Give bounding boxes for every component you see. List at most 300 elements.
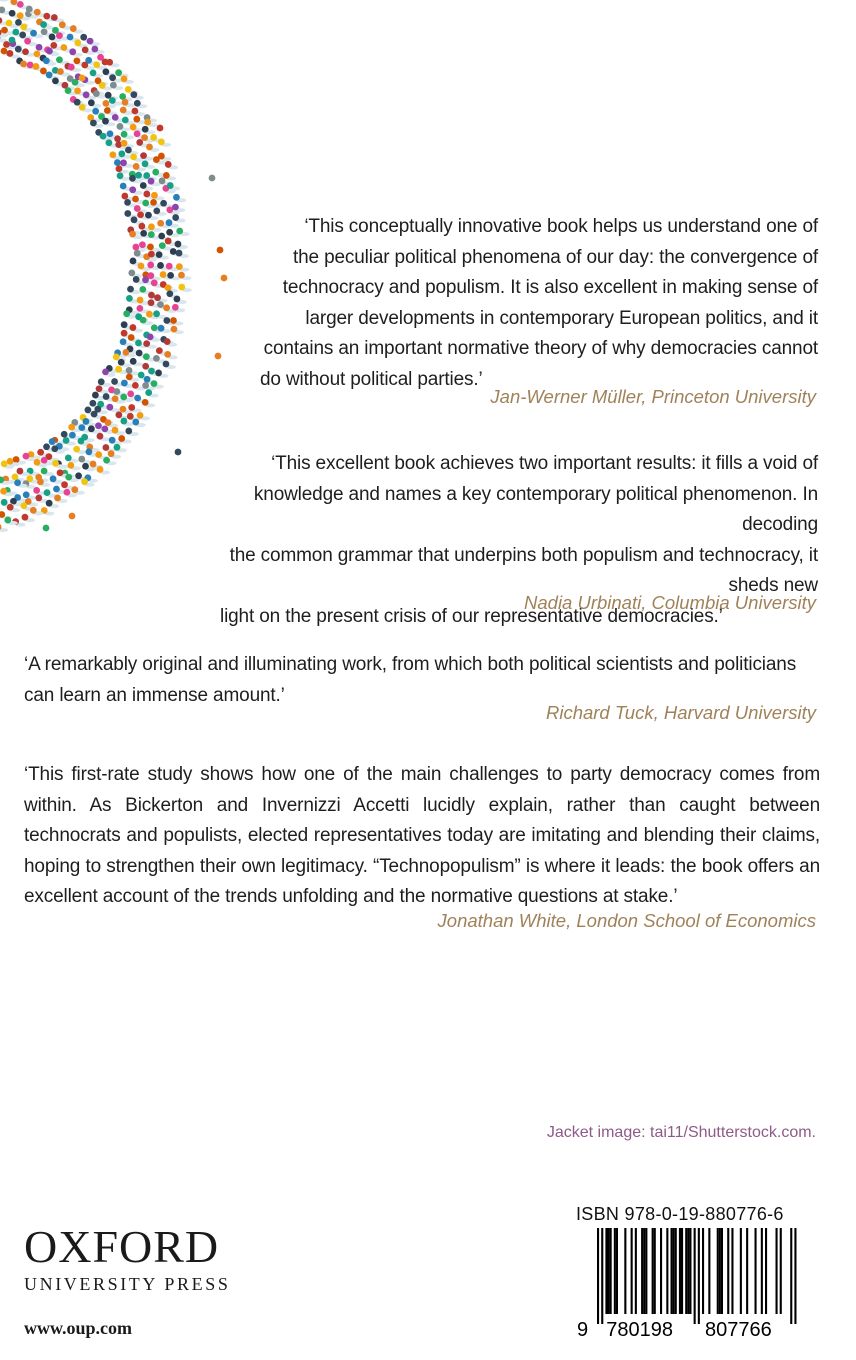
crowd-person <box>98 378 105 385</box>
barcode-bar <box>761 1228 763 1314</box>
crowd-person <box>170 317 177 324</box>
crowd-person <box>150 199 157 206</box>
barcode-bar <box>614 1228 616 1314</box>
crowd-person <box>166 229 173 236</box>
crowd-person <box>153 207 160 214</box>
crowd-person <box>63 437 70 444</box>
crowd-person <box>87 38 94 45</box>
crowd-person <box>112 395 119 402</box>
crowd-person <box>33 63 40 70</box>
barcode-bar <box>698 1228 700 1324</box>
crowd-person <box>35 495 42 502</box>
crowd-person <box>105 419 112 426</box>
crowd-person <box>12 473 19 480</box>
crowd-person <box>157 262 164 269</box>
crowd-person <box>74 99 81 106</box>
crowd-person <box>164 351 171 358</box>
crowd-person <box>172 214 179 221</box>
crowd-person <box>147 243 154 250</box>
crowd-person <box>26 6 33 13</box>
crowd-person <box>107 130 114 137</box>
attribution-white: Jonathan White, London School of Economics <box>437 910 816 931</box>
barcode-bar <box>740 1228 742 1314</box>
crowd-person <box>143 353 150 360</box>
crowd-person <box>9 10 16 17</box>
crowd-person <box>61 481 68 488</box>
crowd-person <box>125 147 132 154</box>
crowd-person <box>102 59 109 66</box>
crowd-person <box>158 233 165 240</box>
crowd-person <box>67 34 74 41</box>
barcode-bar <box>731 1228 733 1314</box>
barcode-bar <box>675 1228 677 1314</box>
crowd-person <box>102 68 109 75</box>
crowd-person <box>163 361 170 368</box>
crowd-person <box>209 175 216 182</box>
crowd-person <box>158 153 165 160</box>
crowd-person <box>121 380 128 387</box>
crowd-person <box>90 120 97 127</box>
crowd-person <box>142 126 149 133</box>
crowd-person <box>120 159 127 166</box>
crowd-person <box>22 514 29 521</box>
crowd-person <box>152 169 159 176</box>
crowd-person <box>130 124 137 131</box>
crowd-person <box>126 373 133 380</box>
barcode-bar <box>708 1228 710 1314</box>
crowd-person <box>175 241 182 248</box>
crowd-person <box>132 196 139 203</box>
barcode-bar <box>605 1228 607 1314</box>
crowd-person <box>157 301 164 308</box>
crowd-person <box>134 205 141 212</box>
crowd-person <box>43 57 50 64</box>
crowd-person <box>114 444 121 451</box>
barcode-bar <box>719 1228 721 1314</box>
barcode-digits: 9 <box>577 1319 589 1338</box>
crowd-person <box>118 435 125 442</box>
crowd-person <box>46 48 53 55</box>
crowd-person <box>132 382 139 389</box>
crowd-person <box>144 119 151 126</box>
crowd-person <box>85 57 92 64</box>
barcode-bar <box>654 1228 656 1314</box>
crowd-person <box>140 182 147 189</box>
barcode-bar <box>660 1228 662 1314</box>
crowd-person <box>90 461 97 468</box>
crowd-person <box>88 99 95 106</box>
crowd-person <box>158 138 165 145</box>
crowd-person <box>120 394 127 401</box>
crowd-person <box>116 165 123 172</box>
quote-line: the peculiar political phenomena of our day: the convergence of <box>292 246 818 268</box>
crowd-person <box>148 299 155 306</box>
crowd-person <box>82 463 89 470</box>
crowd-person <box>1 499 8 506</box>
crowd-person <box>131 216 138 223</box>
crowd-person <box>114 159 121 166</box>
crowd-person <box>166 219 173 226</box>
crowd-person <box>37 449 44 456</box>
crowd-person <box>120 406 127 413</box>
crowd-person <box>56 56 63 63</box>
crowd-person <box>93 90 100 97</box>
crowd-person <box>109 437 116 444</box>
crowd-person <box>130 91 137 98</box>
crowd-person <box>81 478 88 485</box>
crowd-person <box>178 272 185 279</box>
crowd-person <box>112 114 119 121</box>
crowd-person <box>20 61 27 68</box>
crowd-person <box>110 82 117 89</box>
crowd-person <box>50 42 57 49</box>
crowd-person <box>15 19 22 26</box>
barcode-bar <box>641 1228 643 1314</box>
crowd-person <box>217 247 224 254</box>
crowd-person <box>65 455 72 462</box>
crowd-person <box>151 280 158 287</box>
crowd-person <box>132 108 139 115</box>
crowd-person <box>46 500 53 507</box>
endorsement-muller <box>258 212 818 395</box>
crowd-person <box>34 9 41 16</box>
crowd-person <box>129 175 136 182</box>
crowd-person <box>97 433 104 440</box>
crowd-person <box>156 251 163 258</box>
crowd-person <box>51 445 58 452</box>
crowd-person <box>121 131 128 138</box>
crowd-person <box>92 108 99 115</box>
crowd-person <box>135 172 142 179</box>
crowd-person <box>153 355 160 362</box>
crowd-person <box>143 191 150 198</box>
crowd-person <box>112 427 119 434</box>
crowd-person <box>146 144 153 151</box>
crowd-person <box>106 404 113 411</box>
crowd-person <box>105 139 112 146</box>
crowd-person <box>82 46 89 53</box>
crowd-person <box>115 69 122 76</box>
quote-line: larger developments in contemporary European politics, and it <box>305 307 818 329</box>
crowd-person <box>136 139 143 146</box>
crowd-person <box>157 220 164 227</box>
crowd-person <box>145 212 152 219</box>
crowd-person <box>137 297 144 304</box>
crowd-person <box>160 271 167 278</box>
crowd-person <box>113 388 120 395</box>
barcode-digits: 807766 <box>705 1319 772 1338</box>
quote-line: contains an important normative theory of why democracies cannot <box>263 338 818 359</box>
isbn-barcode <box>575 1228 815 1338</box>
crowd-person <box>128 404 135 411</box>
crowd-person <box>134 250 141 257</box>
crowd-person <box>122 117 129 124</box>
crowd-person <box>36 44 43 51</box>
crowd-person <box>126 367 133 374</box>
crowd-person <box>1 460 8 467</box>
crowd-person <box>146 311 153 318</box>
barcode-bar <box>685 1228 687 1314</box>
crowd-person <box>151 192 158 199</box>
crowd-person <box>142 363 149 370</box>
crowd-person <box>166 263 173 270</box>
crowd-person <box>140 317 147 324</box>
crowd-person <box>117 172 124 179</box>
crowd-person <box>49 438 56 445</box>
crowd-person <box>121 140 128 147</box>
crowd-person <box>125 86 132 93</box>
crowd-person <box>156 347 163 354</box>
crowd-person <box>68 64 75 71</box>
crowd-person <box>148 251 155 258</box>
barcode-bar <box>616 1228 618 1314</box>
crowd-person <box>175 449 182 456</box>
crowd-person <box>41 457 48 464</box>
crowd-person <box>13 456 20 463</box>
crowd-person <box>1 27 8 34</box>
crowd-person <box>148 223 155 230</box>
quote-line: ‘This conceptually innovative book helps us understand one of <box>304 216 818 237</box>
crowd-person <box>134 130 141 137</box>
crowd-person <box>19 32 26 39</box>
crowd-person <box>75 472 82 479</box>
crowd-person <box>165 284 172 291</box>
crowd-person <box>147 333 154 340</box>
crowd-person <box>118 359 125 366</box>
barcode-bar <box>765 1228 767 1314</box>
crowd-person <box>148 368 155 375</box>
crowd-person <box>109 151 116 158</box>
crowd-person <box>84 407 91 414</box>
crowd-person <box>128 334 135 341</box>
crowd-person <box>148 231 155 238</box>
crowd-person <box>134 100 141 107</box>
crowd-shadow <box>0 528 8 532</box>
crowd-person <box>142 399 149 406</box>
crowd-person <box>176 263 183 270</box>
crowd-person <box>30 507 37 514</box>
crowd-person <box>95 451 102 458</box>
crowd-person <box>17 1 24 8</box>
crowd-person <box>122 349 129 356</box>
crowd-person <box>119 93 126 100</box>
quote-line: knowledge and names a key contemporary political phenomenon. In decoding <box>253 483 818 535</box>
crowd-person <box>174 296 181 303</box>
quote-line: light on the present crisis of our representative democracies.’ <box>220 605 723 627</box>
crowd-person <box>120 183 127 190</box>
crowd-person <box>124 199 131 206</box>
crowd-person <box>41 468 48 475</box>
crowd-person <box>49 34 56 41</box>
crowd-person <box>90 69 97 76</box>
crowd-person <box>172 304 179 311</box>
crowd-person <box>134 395 141 402</box>
crowd-person <box>139 286 146 293</box>
barcode-bar <box>717 1228 719 1314</box>
crowd-person <box>122 99 129 106</box>
crowd-person <box>155 370 162 377</box>
crowd-person <box>126 295 133 302</box>
crowd-person <box>17 12 24 19</box>
crowd-person <box>9 37 16 44</box>
crowd-person <box>40 21 47 28</box>
crowd-person <box>138 223 145 230</box>
crowd-person <box>85 448 92 455</box>
crowd-person <box>99 82 106 89</box>
crowd-person <box>43 13 50 20</box>
crowd-person <box>172 204 179 211</box>
crowd-person <box>104 107 111 114</box>
crowd-person <box>138 372 145 379</box>
crowd-person <box>147 262 154 269</box>
crowd-person <box>40 68 47 75</box>
crowd-person <box>115 411 122 418</box>
attribution-muller: Jan-Werner Müller, Princeton University <box>490 386 816 407</box>
crowd-person <box>3 41 10 48</box>
crowd-person <box>74 40 81 47</box>
crowd-person <box>74 57 81 64</box>
barcode-bar <box>721 1228 723 1314</box>
crowd-person <box>50 475 57 482</box>
crowd-person <box>20 24 27 31</box>
crowd-person <box>123 310 130 317</box>
barcode-bar <box>652 1228 654 1314</box>
crowd-person <box>23 453 30 460</box>
crowd-person <box>135 340 142 347</box>
crowd-person <box>130 258 137 265</box>
crowd-person <box>103 393 110 400</box>
crowd-person <box>22 48 29 55</box>
crowd-person <box>6 20 13 27</box>
crowd-person <box>96 385 103 392</box>
crowd-person <box>7 458 14 465</box>
barcode-bar <box>601 1228 603 1324</box>
jacket-image-credit: Jacket image: tai11/Shutterstock.com. <box>546 1124 816 1141</box>
publisher-url[interactable]: www.oup.com <box>24 1318 133 1338</box>
crowd-person <box>121 193 128 200</box>
crowd-person <box>154 294 161 301</box>
crowd-person <box>215 353 222 360</box>
crowd-person <box>69 432 76 439</box>
crowd-person <box>78 438 85 445</box>
crowd-person <box>163 304 170 311</box>
barcode-bar <box>679 1228 681 1314</box>
isbn-label: ISBN 978-0-19-880776-6 <box>576 1204 784 1224</box>
barcode-bar <box>643 1228 645 1314</box>
crowd-person <box>1 48 8 55</box>
crowd-person <box>158 325 165 332</box>
crowd-person <box>132 419 139 426</box>
crowd-person <box>137 412 144 419</box>
barcode-bar <box>794 1228 796 1324</box>
crowd-person <box>57 469 64 476</box>
crowd-person <box>143 340 150 347</box>
crowd-person <box>120 418 127 425</box>
crowd-person <box>113 353 120 360</box>
crowd-person <box>125 428 132 435</box>
crowd-person <box>163 172 170 179</box>
crowd-person <box>89 400 96 407</box>
crowd-person <box>91 411 98 418</box>
crowd-person <box>167 182 174 189</box>
crowd-person <box>140 230 147 237</box>
crowd-person <box>60 44 67 51</box>
crowd-person <box>124 210 131 217</box>
quote-line: the common grammar that underpins both populism and technocracy, it sheds new <box>229 544 818 596</box>
crowd-person <box>138 263 145 270</box>
barcode-bar <box>645 1228 647 1314</box>
crowd-person <box>133 276 140 283</box>
crowd-person <box>114 135 121 142</box>
crowd-person <box>92 392 99 399</box>
crowd-person <box>108 450 115 457</box>
crowd-person <box>24 38 31 45</box>
crowd-person <box>159 177 166 184</box>
crowd-person <box>140 152 147 159</box>
crowd-person <box>145 389 152 396</box>
crowd-person <box>121 330 128 337</box>
barcode-bar <box>746 1228 748 1314</box>
crowd-person <box>64 489 71 496</box>
crowd-person <box>127 390 134 397</box>
crowd-person <box>7 50 14 57</box>
crowd-person <box>103 444 110 451</box>
crowd-person <box>153 310 160 317</box>
attribution-tuck: Richard Tuck, Harvard University <box>545 702 816 723</box>
crowd-person <box>20 502 27 509</box>
barcode-bar <box>597 1228 599 1324</box>
crowd-person <box>171 326 178 333</box>
crowd-person <box>67 462 74 469</box>
crowd-person <box>102 118 109 125</box>
crowd-person <box>129 186 136 193</box>
crowd-person <box>163 317 170 324</box>
crowd-person <box>78 424 85 431</box>
quote-line: do without political parties.’ <box>260 368 483 390</box>
crowd-person <box>142 160 149 167</box>
crowd-person <box>157 125 164 132</box>
crowd-person <box>70 25 77 32</box>
crowd-person <box>144 376 151 383</box>
crowd-person <box>46 72 53 79</box>
crowd-person <box>127 413 134 420</box>
crowd-person <box>34 51 41 58</box>
quote-line: technocracy and populism. It is also excellent in making sense of <box>282 277 818 298</box>
publisher-logo <box>24 1221 231 1295</box>
crowd-person <box>111 378 118 385</box>
crowd-person <box>88 425 95 432</box>
crowd-person <box>147 272 154 279</box>
crowd-person <box>59 21 66 28</box>
crowd-person <box>93 61 100 68</box>
barcode-bar <box>671 1228 673 1314</box>
crowd-person <box>56 32 63 39</box>
crowd-person <box>133 163 140 170</box>
crowd-person <box>150 134 157 141</box>
crowd-person <box>165 161 172 168</box>
crowd-person <box>102 100 109 107</box>
crowd-person <box>23 491 30 498</box>
crowd-person <box>115 366 122 373</box>
crowd-person <box>136 350 143 357</box>
crowd-person <box>142 200 149 207</box>
crowd-person <box>79 104 86 111</box>
crowd-person <box>170 248 177 255</box>
quote-line: ‘This excellent book achieves two important results: it fills a void of <box>271 453 818 474</box>
crowd-person <box>141 134 148 141</box>
crowd-person <box>78 456 85 463</box>
crowd-person <box>173 194 180 201</box>
